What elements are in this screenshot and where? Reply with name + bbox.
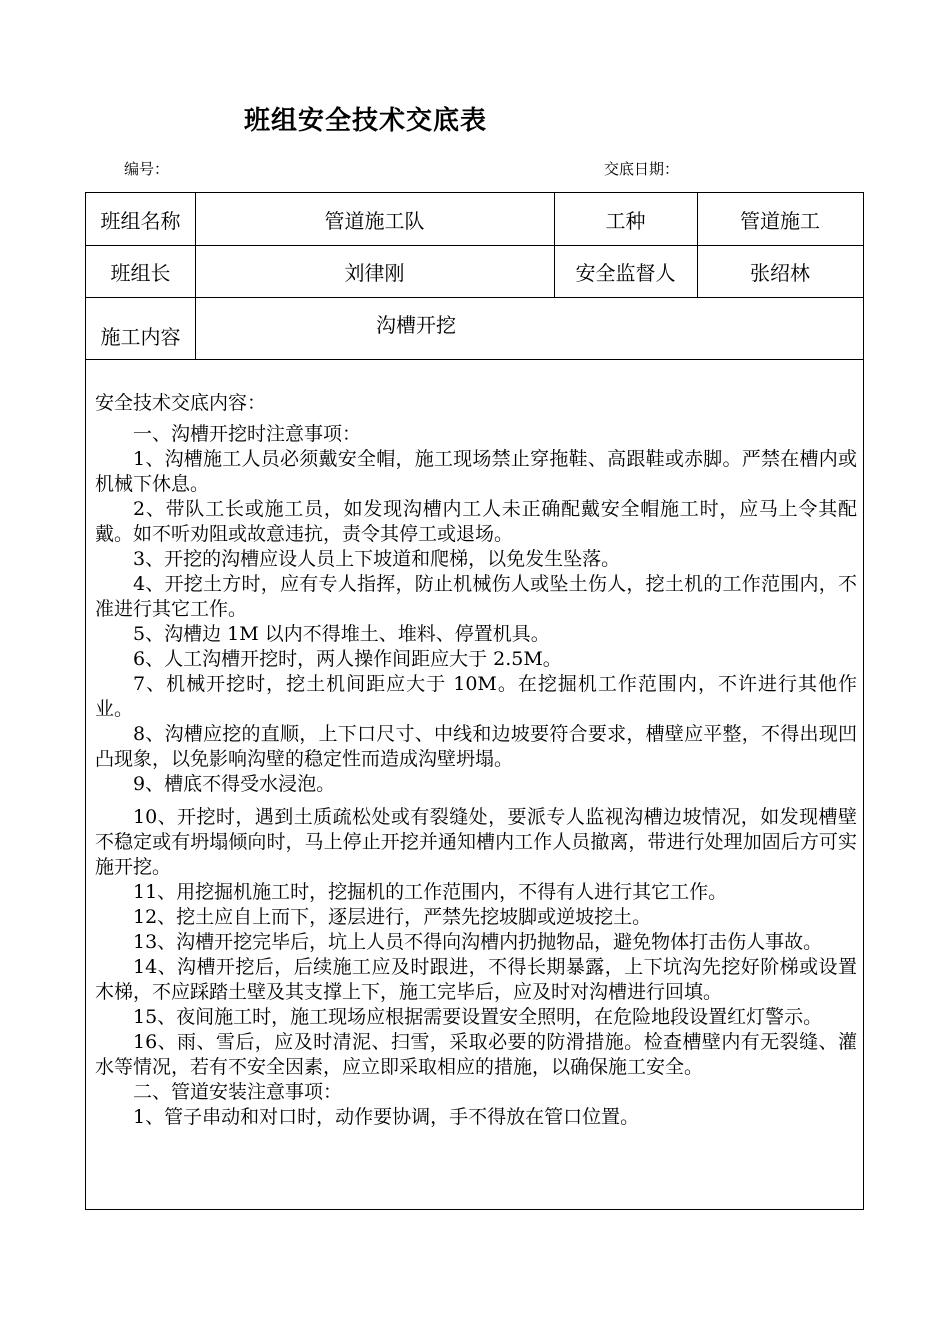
supervisor-value: 张绍林 [750,260,810,285]
supervisor-label: 安全监督人 [575,260,676,285]
team-name-value: 管道施工队 [324,208,425,233]
list-item: 8、沟槽应挖的直顺，上下口尺寸、中线和边坡要符合要求，槽壁应平整，不得出现凹凸现象，以免影响沟壁的稳定性而造成沟壁坍塌。 [95,723,857,770]
content-value: 沟槽开挖 [376,312,456,337]
list-item: 12、挖土应自上而下，逐层进行，严禁先挖坡脚或逆坡挖土。 [133,906,652,928]
list-item: 13、沟槽开挖完毕后，坑上人员不得向沟槽内扔抛物品，避免物体打击伤人事故。 [133,931,823,953]
content-label: 施工内容 [100,324,181,349]
disclosure-table [85,192,864,1210]
section-heading: 二、管道安装注意事项： [133,1081,343,1103]
list-item: 1、沟槽施工人员必须戴安全帽，施工现场禁止穿拖鞋、高跟鞋或赤脚。严禁在槽内或机械下休息。 [95,448,857,495]
list-item: 5、沟槽边 1M 以内不得堆土、堆料、停置机具。 [133,623,550,645]
list-item: 4、开挖土方时，应有专人指挥，防止机械伤人或坠土伤人，挖土机的工作范围内，不准进行其它工作。 [95,573,857,620]
team-name-label: 班组名称 [100,208,181,233]
page-title: 班组安全技术交底表 [244,106,488,136]
leader-value: 刘律刚 [344,260,405,285]
disclosure-body [95,391,857,1130]
number-label: 编号： [124,160,170,178]
row-divider [86,297,863,298]
leader-label: 班组长 [110,260,171,285]
list-item: 3、开挖的沟槽应设人员上下坡道和爬梯，以免发生坠落。 [133,548,621,570]
row-divider [86,359,863,360]
list-item: 11、用挖掘机施工时，挖掘机的工作范围内，不得有人进行其它工作。 [133,881,728,903]
list-item: 1、管子串动和对口时，动作要协调，手不得放在管口位置。 [133,1106,640,1128]
list-item: 6、人工沟槽开挖时，两人操作间距应大于 2.5M。 [133,648,562,670]
trade-label: 工种 [605,208,646,233]
date-label: 交底日期： [604,160,680,178]
section-heading: 一、沟槽开挖时注意事项： [133,423,362,445]
list-item: 14、沟槽开挖后，后续施工应及时跟进，不得长期暴露，上下坑沟先挖好阶梯或设置木梯，不应踩踏土壁及其支撑上下，施工完毕后，应及时对沟槽进行回填。 [95,956,857,1003]
body-heading: 安全技术交底内容： [95,392,267,414]
list-item: 7、机械开挖时，挖土机间距应大于 10M。在挖掘机工作范围内，不许进行其他作业。 [95,673,857,720]
list-item: 16、雨、雪后，应及时清泥、扫雪，采取必要的防滑措施。检查槽壁内有无裂缝、灌水等情况，若有不安全因素，应立即采取相应的措施，以确保施工安全。 [95,1031,857,1078]
trade-value: 管道施工 [740,208,820,233]
list-item: 2、带队工长或施工员，如发现沟槽内工人未正确配戴安全帽施工时，应马上令其配戴。如不听劝阻或故意违抗，责令其停工或退场。 [95,498,857,545]
list-item: 15、夜间施工时，施工现场应根据需要设置安全照明，在危险地段设置红灯警示。 [133,1006,823,1028]
list-item: 9、槽底不得受水浸泡。 [133,773,336,795]
list-item: 10、开挖时，遇到土质疏松处或有裂缝处，要派专人监视沟槽边坡情况，如发现槽壁不稳定或有坍塌倾向时，马上停止开挖并通知槽内工作人员撤离，带进行处理加固后方可实施开挖。 [95,806,857,878]
